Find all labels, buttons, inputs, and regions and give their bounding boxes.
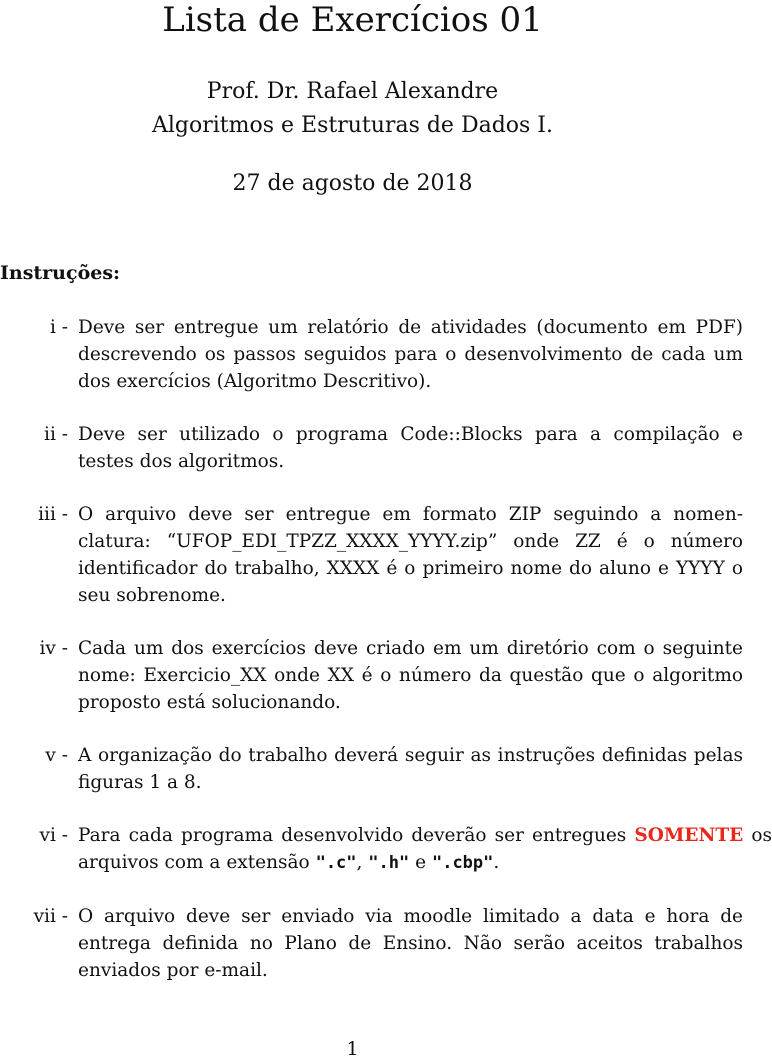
author-name: Prof. Dr. Rafael Alexandre [206,79,499,104]
item-text: Deve ser utilizado o programa Code::Blocks para a compilação e testes dos algoritmos. [78,424,743,472]
item-text [78,822,772,877]
extension-cbp: ".cbp" [431,853,494,873]
item-text-part: , [356,852,369,873]
item-text-part: Para cada programa desenvolvido deverão ser entregues [78,825,635,846]
item-text: A organização do trabalho deverá seguir as instruções definidas pelas figuras 1 a 8. [78,745,743,793]
instructions-list [0,314,772,1010]
item-marker: iv - [39,638,68,659]
document-date: 27 de agosto de 2018 [232,171,473,196]
instruction-item [0,635,772,716]
extension-c: ".c" [315,853,357,873]
instruction-item [0,903,772,984]
course-name: Algoritmos e Estruturas de Dados I. [152,113,553,138]
document-title: Lista de Exercícios 01 [162,0,543,40]
item-text-part: e [409,852,432,873]
instruction-item [0,822,772,877]
item-marker: i - [49,317,68,338]
emphasis-text: SOMENTE [634,825,744,846]
item-text: O arquivo deve ser enviado via moodle limitado a data e hora de entrega definida no Plano de Ensino. Não serão aceitos trabalhos enviados por e-mail. [78,906,743,981]
page-number: 1 [346,1038,359,1060]
item-text: Cada um dos exercícios deve criado em um diretório com o seguinte nome: Exercicio_XX onde XX é o número da questão que o algoritmo proposto está solucionando. [78,638,743,713]
instruction-item [0,421,772,475]
instruction-item [0,742,772,796]
item-marker: ii - [44,424,68,445]
item-text: O arquivo deve ser entregue em formato ZIP seguindo a nomenclatura: “UFOP_EDI_TPZZ_XXXX_YYYY.zip” onde ZZ é o número identificador do trabalho, XXXX é o primeiro nome do aluno e YYYY o seu sobrenome. [78,504,743,606]
instruction-item [0,314,772,395]
item-marker: v - [45,745,68,766]
item-text-part: . [493,852,500,873]
item-marker: vi - [39,825,68,846]
instruction-item [0,501,772,609]
extension-h: ".h" [368,853,410,873]
item-marker: vii - [33,906,68,927]
item-text-part: os arquivos com a extensão [78,825,772,873]
instructions-heading: Instruções: [0,262,121,284]
item-text: Deve ser entregue um relatório de atividades (documento em PDF) descrevendo os passos seguidos para o desenvolvimento de cada um dos exercícios (Algoritmo Descritivo). [78,317,743,392]
item-marker: iii - [38,504,68,525]
